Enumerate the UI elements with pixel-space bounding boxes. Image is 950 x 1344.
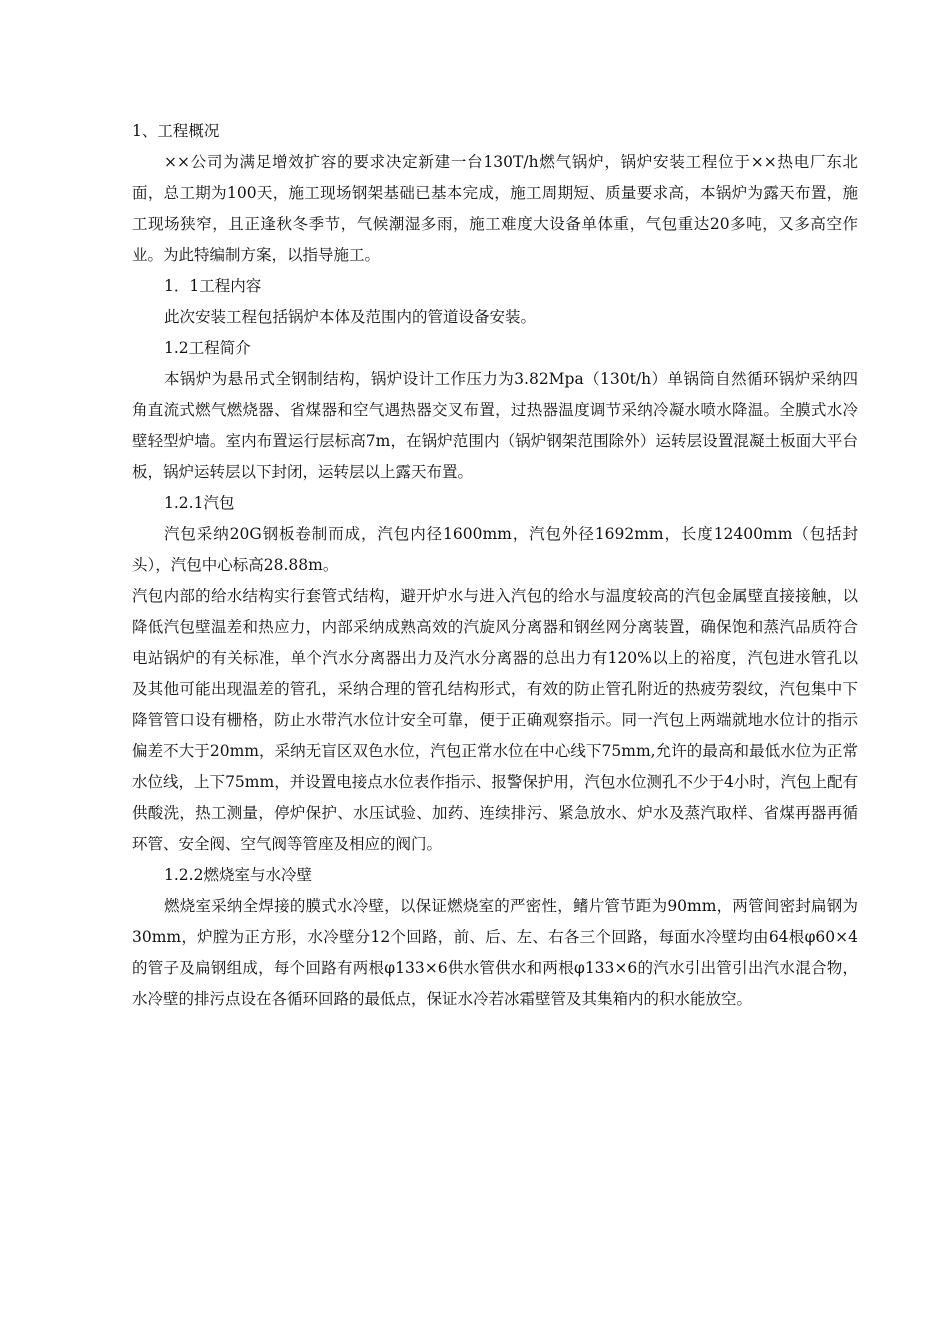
document-page (132, 116, 858, 1015)
subheading-furnace: 1.2.2燃烧室与水冷壁 (164, 866, 312, 884)
subheading-scope: 1．1工程内容 (164, 277, 262, 295)
paragraph-furnace: 燃烧室采纳全焊接的膜式水冷壁，以保证燃烧室的严密性，鳍片管节距为90mm，两管间密封扁钢为30mm，炉膛为正方形，水冷壁分12个回路，前、后、左、右各三个回路，每面水冷壁均由64根φ60×4的管子及扁钢组成，每个回路有两根φ133×6供水管供水和两根φ133×6的汽水引出管引出汽水混合物，水冷壁的排污点设在各循环回路的最低点，保证水冷若冰霜壁管及其集箱内的积水能放空。 (132, 897, 858, 1008)
paragraph-drum-internals: 汽包内部的给水结构实行套管式结构，避开炉水与进入汽包的给水与温度较高的汽包金属壁直接接触，以降低汽包壁温差和热应力，内部采纳成熟高效的汽旋风分离器和钢丝网分离装置，确保饱和蒸汽品质符合电站锅炉的有关标准，单个汽水分离器出力及汽水分离器的总出力有120%以上的裕度，汽包进水管孔以及其他可能出现温差的管孔，采纳合理的管孔结构形式，有效的防止管孔附近的热疲劳裂纹，汽包集中下降管管口设有栅格，防止水带汽水位计安全可靠，便于正确观察指示。同一汽包上两端就地水位计的指示偏差不大于20mm，采纳无盲区双色水位，汽包正常水位在中心线下75mm,允许的最高和最低水位为正常水位线，上下75mm，并设置电接点水位表作指示、报警保护用，汽包水位测孔不少于4小时，汽包上配有供酸洗，热工测量，停炉保护、水压试验、加药、连续排污、紧急放水、炉水及蒸汽取样、省煤再器再循环管、安全阀、空气阀等管座及相应的阀门。 (132, 587, 858, 853)
paragraph-overview: ××公司为满足增效扩容的要求决定新建一台130T/h燃气锅炉，锅炉安装工程位于××热电厂东北面，总工期为100天，施工现场钢架基础已基本完成，施工周期短、质量要求高，本锅炉为露天布置，施工现场狭窄，且正逢秋冬季节，气候潮湿多雨，施工难度大设备单体重，气包重达20多吨，又多高空作业。为此特编制方案，以指导施工。 (132, 153, 858, 264)
subheading-drum: 1.2.1汽包 (164, 494, 235, 512)
paragraph-scope: 此次安装工程包括锅炉本体及范围内的管道设备安装。 (164, 308, 537, 326)
section-heading-overview: 1、工程概况 (132, 122, 220, 140)
subheading-introduction: 1.2工程简介 (164, 339, 251, 357)
paragraph-drum-dimensions: 汽包采纳20G钢板卷制而成，汽包内径1600mm，汽包外径1692mm，长度12400mm（包括封头），汽包中心标高28.88m。 (132, 525, 858, 574)
paragraph-introduction: 本锅炉为悬吊式全钢制结构，锅炉设计工作压力为3.82Mpa（130t/h）单锅筒自然循环锅炉采纳四角直流式燃气燃烧器、省煤器和空气遇热器交叉布置，过热器温度调节采纳冷凝水喷水降温。全膜式水冷壁轻型炉墙。室内布置运行层标高7m，在锅炉范围内（锅炉钢架范围除外）运转层设置混凝土板面大平台板，锅炉运转层以下封闭，运转层以上露天布置。 (132, 370, 858, 481)
